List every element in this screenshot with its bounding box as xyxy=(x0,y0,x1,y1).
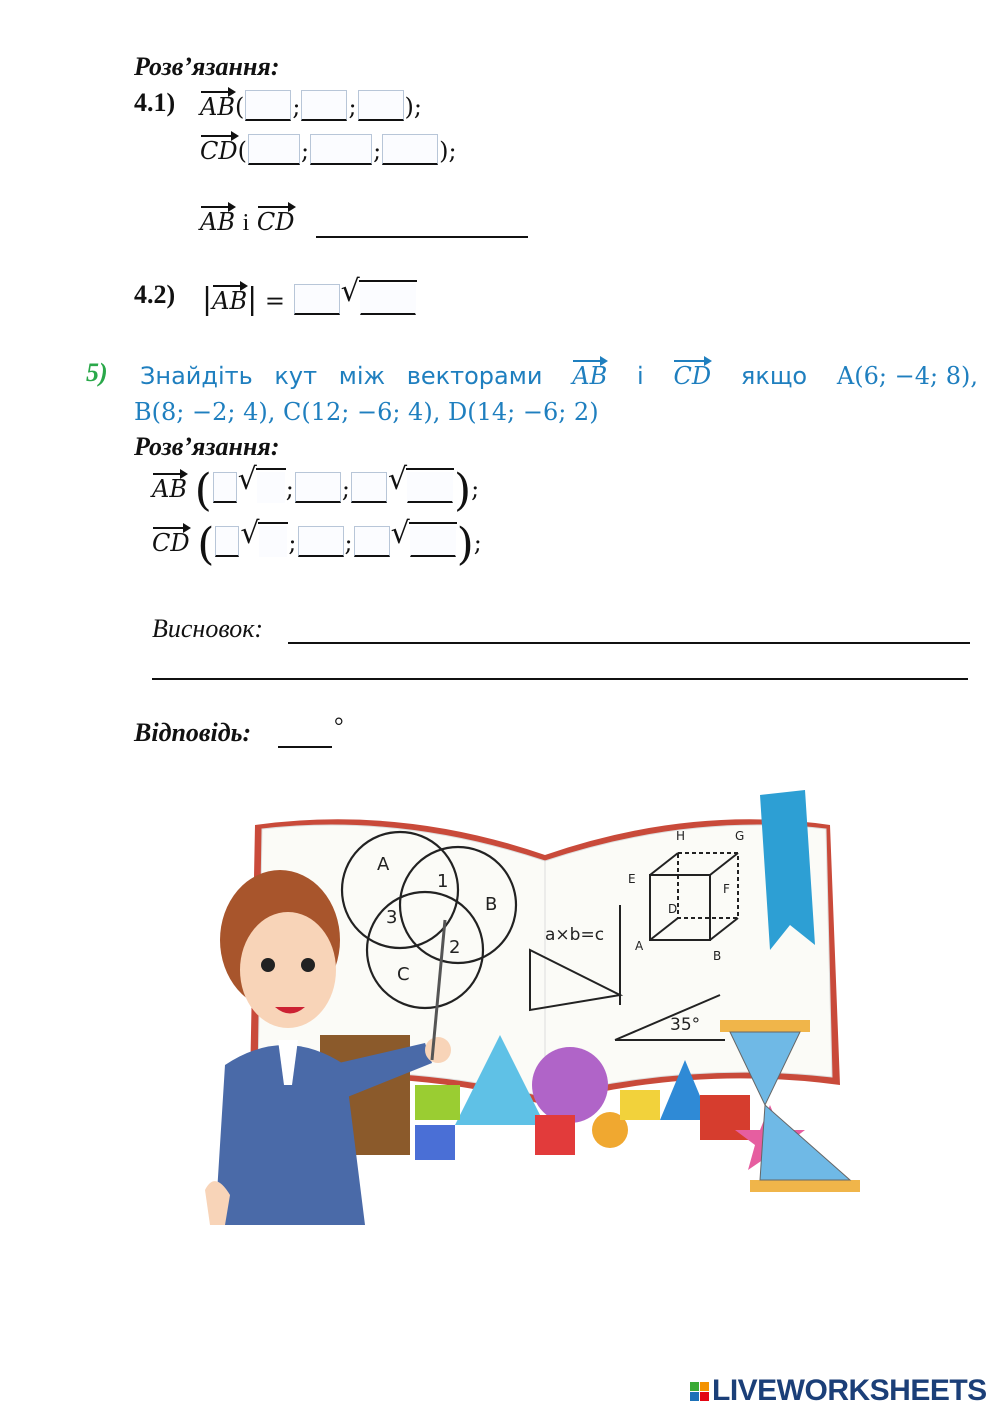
vector-ab: AB xyxy=(212,287,248,315)
item-4-1-ab-row: AB( ; ; ); xyxy=(200,90,422,121)
cd5-z-radicand-input[interactable] xyxy=(410,526,456,557)
conclusion-input-line2[interactable] xyxy=(152,652,968,680)
vector-cd: CD xyxy=(152,529,190,557)
cube-label-f: F xyxy=(723,882,730,896)
item-4-1-relation-row xyxy=(200,208,295,237)
venn-label-b: B xyxy=(485,894,498,915)
cube-label-d: D xyxy=(668,902,678,916)
equals-sign: = xyxy=(264,287,285,315)
cd5-x-coef-input[interactable] xyxy=(215,526,239,557)
task-5-text-line2 xyxy=(134,398,599,426)
task5-ab-row: AB ( √ ; ; √ ); xyxy=(152,462,480,516)
cube-green xyxy=(415,1085,460,1120)
sphere-shape xyxy=(532,1047,608,1123)
ab-z-input[interactable] xyxy=(358,90,404,121)
cube-red xyxy=(535,1115,575,1155)
liveworksheets-logo[interactable] xyxy=(690,1374,987,1408)
venn-label-1: 1 xyxy=(437,871,449,892)
vector-ab: AB xyxy=(200,208,235,236)
conclusion-input-line1[interactable] xyxy=(288,614,970,644)
cd5-x-radicand-input[interactable] xyxy=(259,526,287,557)
cube-label-b: B xyxy=(713,949,722,963)
venn-label-c: C xyxy=(397,964,410,985)
ab5-z-coef-input[interactable] xyxy=(351,472,387,503)
length-coef-input[interactable] xyxy=(294,284,340,315)
ab5-y-input[interactable] xyxy=(295,472,341,503)
task-and-word: і xyxy=(637,362,644,390)
task-vector-ab: AB xyxy=(572,362,608,390)
point-b: B(8; −2; 4), xyxy=(134,398,276,426)
logo-text: LIVEWORKSHEETS xyxy=(712,1374,987,1407)
answer-input[interactable] xyxy=(278,720,332,748)
ab5-x-radicand-input[interactable] xyxy=(257,472,285,503)
ab5-x-coef-input[interactable] xyxy=(213,472,237,503)
ab-x-input[interactable] xyxy=(245,90,291,121)
solution-label-2: Розв’язання: xyxy=(134,432,280,461)
ab5-z-radicand-input[interactable] xyxy=(407,472,453,503)
cube-label-h: H xyxy=(676,829,686,843)
cube-label-a: A xyxy=(635,939,644,953)
task5-cd-row: CD ( √ ; ; √ ); xyxy=(152,516,482,570)
venn-label-a: A xyxy=(377,854,390,875)
cd5-z-coef-input[interactable] xyxy=(354,526,390,557)
answer-label: Відповідь: xyxy=(134,718,252,747)
cube-label-e: E xyxy=(628,872,636,886)
sqrt-sign: √ xyxy=(341,280,417,315)
task-5-text: Знайдіть кут між векторами xyxy=(140,362,543,390)
item-4-2-number: 4.2) xyxy=(134,280,176,309)
and-word: і xyxy=(242,210,250,236)
solution-label: Розв’язання: xyxy=(134,52,280,81)
vector-cd: CD xyxy=(200,137,238,165)
cube-label-g: G xyxy=(735,829,745,843)
point-d: D(14; −6; 2) xyxy=(447,398,599,426)
ab-y-input[interactable] xyxy=(301,90,347,121)
point-a: A(6; −4; 8), xyxy=(836,362,978,390)
venn-label-2: 2 xyxy=(449,937,461,958)
cd-y-input[interactable] xyxy=(310,134,372,165)
formula-text: a×b=c xyxy=(545,925,605,945)
task-if-word: якщо xyxy=(740,362,808,390)
cd-z-input[interactable] xyxy=(382,134,438,165)
task-5-number: 5) xyxy=(86,358,108,387)
vector-ab: AB xyxy=(152,475,187,503)
cd-x-input[interactable] xyxy=(248,134,300,165)
cd5-y-input[interactable] xyxy=(298,526,344,557)
length-radicand-input[interactable] xyxy=(360,284,416,315)
venn-label-3: 3 xyxy=(386,907,398,928)
logo-mark-icon xyxy=(690,1382,709,1401)
angle-label: 35° xyxy=(670,1015,701,1035)
relation-input[interactable] xyxy=(316,208,528,238)
block-yellow xyxy=(620,1090,660,1120)
teacher-math-illustration xyxy=(200,785,880,1225)
item-4-2-row: | AB| = √ xyxy=(202,280,417,317)
item-4-1-number: 4.1) xyxy=(134,88,176,117)
task-vector-cd: CD xyxy=(673,362,712,390)
degree-sign: ° xyxy=(334,714,344,740)
point-c: C(12; −6; 4), xyxy=(282,398,441,426)
cube-blue xyxy=(415,1125,455,1160)
item-4-1-cd-row: CD( ; ; ); xyxy=(200,134,457,165)
task-5-text-line1 xyxy=(140,362,978,390)
vector-ab: AB xyxy=(200,93,235,121)
conclusion-label: Висновок: xyxy=(152,614,264,643)
vector-cd: CD xyxy=(256,208,295,236)
